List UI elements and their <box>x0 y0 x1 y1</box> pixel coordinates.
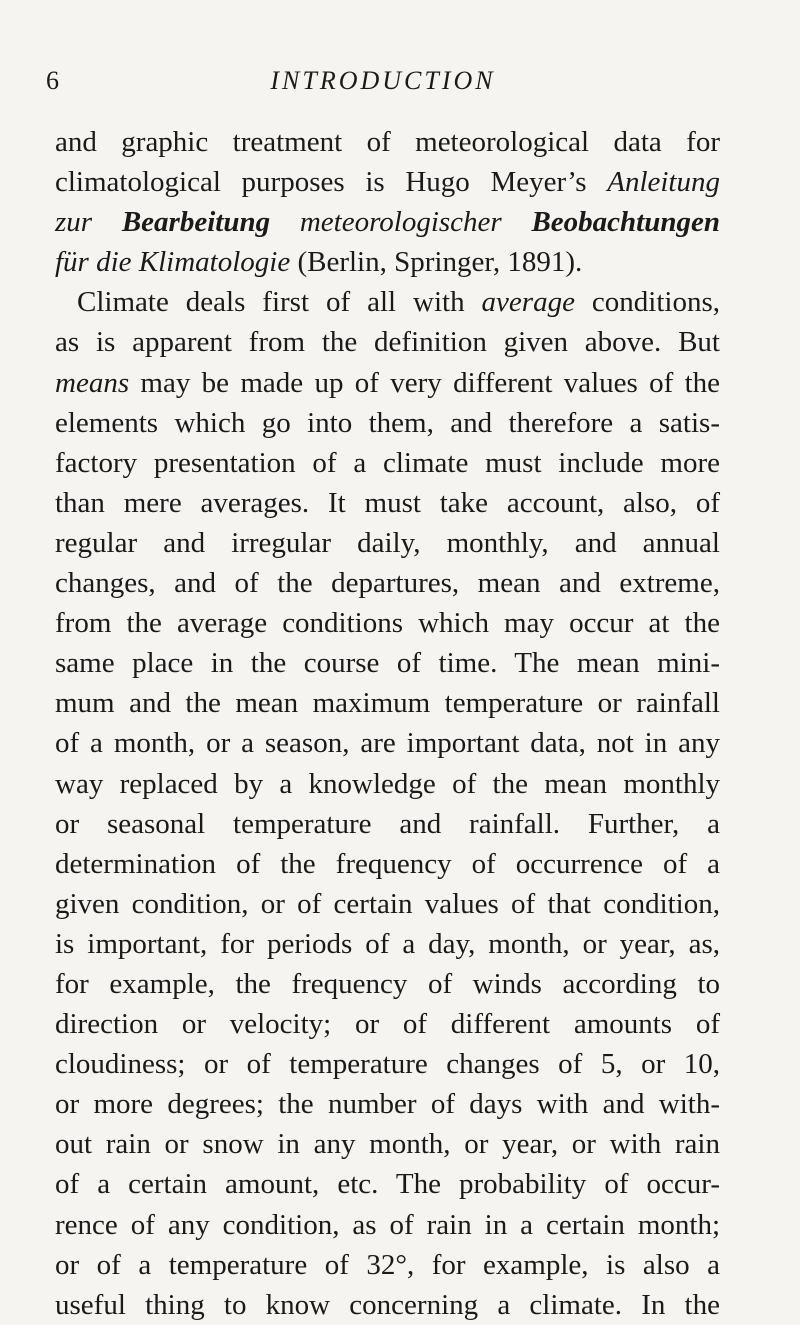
text-line <box>55 1285 720 1325</box>
text-segment: (Berlin, Springer, 1891). <box>290 246 583 279</box>
text-segment: and graphic treatment of meteorological data for <box>55 126 720 158</box>
text-segment: than mere averages. It must take account, also, of <box>55 486 720 519</box>
text-line <box>55 282 720 322</box>
running-head: INTRODUCTION <box>270 66 496 95</box>
text-segment: given condition, or of certain values of that condition, <box>55 887 720 920</box>
text-segment: may be made up of very different values of the <box>129 366 720 399</box>
text-line <box>55 683 720 723</box>
text-segment: of a month, or a season, are important data, not in any <box>55 727 720 760</box>
text-line <box>55 643 720 683</box>
text-segment: or of a temperature of 32°, for example, is also a <box>55 1248 720 1281</box>
text-segment: means <box>55 366 130 399</box>
text-line <box>55 322 720 362</box>
text-segment: as is apparent from the definition given above. But <box>55 326 720 359</box>
text-segment: way replaced by a knowledge of the mean monthly <box>55 767 720 800</box>
page-header <box>46 66 720 102</box>
text-segment: Anleitung <box>607 166 720 199</box>
text-line <box>55 764 720 804</box>
body-text <box>55 122 720 1325</box>
text-segment: zur <box>55 206 122 239</box>
text-line <box>55 1164 720 1204</box>
text-segment: factory presentation of a climate must include more <box>55 446 720 479</box>
text-segment: Bearbeitung <box>121 206 271 239</box>
text-segment: climatological purposes is Hugo Meyer’s <box>55 166 608 199</box>
text-line <box>55 122 720 162</box>
text-line <box>55 964 720 1004</box>
text-segment: determination of the frequency of occurrence of a <box>55 847 720 880</box>
text-line <box>55 723 720 763</box>
text-line <box>55 563 720 603</box>
text-line <box>55 483 720 523</box>
text-segment: regular and irregular daily, monthly, and annual <box>55 526 720 559</box>
text-line <box>55 403 720 443</box>
page-number: 6 <box>46 66 60 95</box>
text-segment: from the average conditions which may occur at the <box>55 607 720 640</box>
text-line <box>55 523 720 563</box>
text-line <box>55 884 720 924</box>
text-line <box>55 924 720 964</box>
text-segment: same place in the course of time. The mean mini- <box>55 647 720 680</box>
text-line <box>55 443 720 483</box>
text-segment: für die Klimatologie <box>55 246 291 279</box>
text-segment: for example, the frequency of winds according to <box>55 967 720 1000</box>
text-line <box>55 1205 720 1245</box>
text-line <box>55 1245 720 1285</box>
text-segment: elements which go into them, and therefore a satis- <box>55 406 720 439</box>
text-line <box>55 844 720 884</box>
text-line <box>55 242 720 282</box>
text-segment: or seasonal temperature and rainfall. Further, a <box>55 807 720 840</box>
text-line <box>55 603 720 643</box>
text-segment: Beobachtungen <box>531 206 720 239</box>
text-line <box>55 1084 720 1124</box>
text-line <box>55 804 720 844</box>
text-segment: useful thing to know concerning a climate. In the <box>55 1288 720 1321</box>
text-segment: average <box>481 286 575 319</box>
text-line <box>55 1004 720 1044</box>
text-line <box>55 202 720 242</box>
text-segment: of a certain amount, etc. The probability of occur- <box>55 1168 720 1201</box>
text-segment: rence of any condition, as of rain in a certain month; <box>55 1208 720 1241</box>
text-segment: cloudiness; or of temperature changes of 5, or 10, <box>55 1048 720 1081</box>
text-segment: meteorologischer <box>270 206 532 239</box>
text-line <box>55 1124 720 1164</box>
text-line <box>55 162 720 202</box>
text-segment: is important, for periods of a day, month, or year, as, <box>55 927 720 960</box>
text-segment: direction or velocity; or of different amounts of <box>55 1008 720 1041</box>
text-segment: or more degrees; the number of days with and with- <box>55 1088 720 1121</box>
text-segment: out rain or snow in any month, or year, or with rain <box>55 1128 720 1161</box>
text-segment: changes, and of the departures, mean and extreme, <box>55 567 720 600</box>
text-segment: Climate deals first of all with <box>77 286 482 319</box>
text-segment: conditions, <box>574 286 720 319</box>
text-line <box>55 363 720 403</box>
text-line <box>55 1044 720 1084</box>
text-segment: mum and the mean maximum temperature or rainfall <box>55 687 720 720</box>
